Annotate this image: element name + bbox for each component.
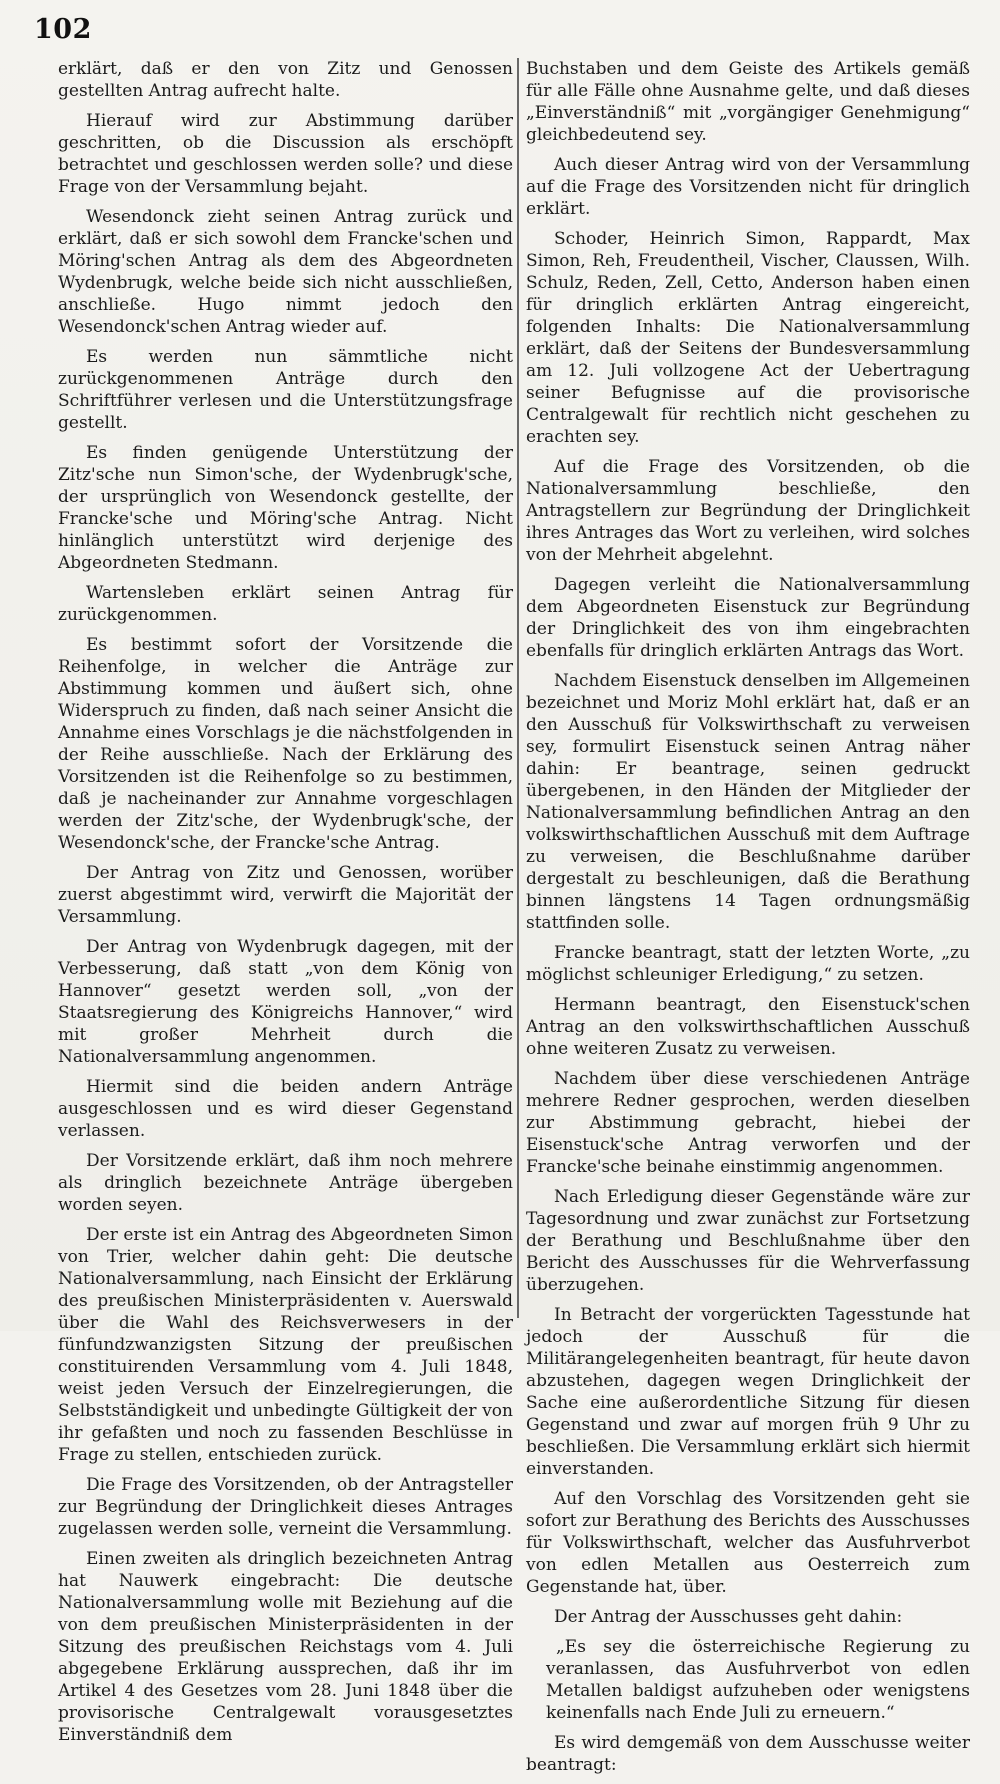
paragraph: Buchstaben und dem Geiste des Artikels gemäß für alle Fälle ohne Ausnahme gelte, und daß dieses „Einverständniß“ mit „vorgängiger Genehmigung“ gleichbedeutend sey. (526, 59, 970, 145)
paragraph: Francke beantragt, statt der letzten Worte, „zu möglichst schleuniger Erledigung,“ zu setzen. (526, 943, 970, 985)
paragraph: Der erste ist ein Antrag des Abgeordneten Simon von Trier, welcher dahin geht: Die deutsche Nationalversammlung, nach Einsicht der Erklärung des preußischen Ministerpräsidenten v. Auerswald über die Wahl des Reichsverwesers in der fünfundzwanzigsten Sitzung der preußischen constituirenden Versammlung vom 4. Juli 1848, weist jeden Versuch der Einzelregierungen, die Selbstständigkeit und unbedingte Gültigkeit der von ihr gefaßten und noch zu fassenden Beschlüsse in Frage zu stellen, entschieden zurück. (58, 1225, 513, 1465)
paragraph: Dagegen verleiht die Nationalversammlung dem Abgeordneten Eisenstuck zur Begründung der Dringlichkeit des von ihm eingebrachten ebenfalls für dringlich erklärten Antrags das Wort. (526, 575, 970, 661)
paragraph: Die Frage des Vorsitzenden, ob der Antragsteller zur Begründung der Dringlichkeit dieses Antrages zugelassen werden solle, verneint die Versammlung. (58, 1475, 513, 1539)
paragraph: Wartensleben erklärt seinen Antrag für zurückgenommen. (58, 583, 513, 625)
paragraph: Hierauf wird zur Abstimmung darüber geschritten, ob die Discussion als erschöpft betrachtet und geschlossen werden solle? und diese Frage von der Versammlung bejaht. (58, 111, 513, 197)
paragraph: Schoder, Heinrich Simon, Rappardt, Max Simon, Reh, Freudentheil, Vischer, Claussen, Wilh. Schulz, Reden, Zell, Cetto, Anderson haben einen für dringlich erklärten Antrag eingereicht, folgenden Inhalts: Die Nationalversammlung erklärt, daß der Seitens der Bundesversammlung am 12. Juli vollzogene Act der Uebertragung seiner Befugnisse auf die provisorische Centralgewalt für rechtlich nicht geschehen zu erachten sey. (526, 229, 970, 447)
paragraph: Auch dieser Antrag wird von der Versammlung auf die Frage des Vorsitzenden nicht für dringlich erklärt. (526, 155, 970, 219)
paragraph: Hiermit sind die beiden andern Anträge ausgeschlossen und es wird dieser Gegenstand verlassen. (58, 1077, 513, 1141)
left-column (58, 58, 513, 1754)
page-number: 102 (34, 14, 92, 45)
paragraph: Hermann beantragt, den Eisenstuck'schen Antrag an den volkswirthschaftlichen Ausschuß ohne weiteren Zusatz zu verweisen. (526, 995, 970, 1059)
paragraph: Einen zweiten als dringlich bezeichneten Antrag hat Nauwerk eingebracht: Die deutsche Nationalversammlung wolle mit Beziehung auf die von dem preußischen Ministerpräsidenten in der Sitzung des preußischen Reichstags vom 4. Juli abgegebene Erklärung aussprechen, daß ihr im Artikel 4 des Gesetzes vom 28. Juni 1848 über die provisorische Centralgewalt vorausgesetztes Einverständniß dem (58, 1549, 513, 1745)
paragraph: Auf die Frage des Vorsitzenden, ob die Nationalversammlung beschließe, den Antragstellern zur Begründung der Dringlichkeit ihres Antrages das Wort zu verleihen, wird solches von der Mehrheit abgelehnt. (526, 457, 970, 565)
paragraph: Es bestimmt sofort der Vorsitzende die Reihenfolge, in welcher die Anträge zur Abstimmung kommen und äußert sich, ohne Widerspruch zu finden, daß nach seiner Ansicht die Annahme eines Vorschlags je die nächstfolgenden in der Reihe ausschließe. Nach der Erklärung des Vorsitzenden ist die Reihenfolge so zu bestimmen, daß je nacheinander zur Annahme vorgeschlagen werden der Zitz'sche, der Wydenbrugk'sche, der Wesendonck'sche, der Francke'sche Antrag. (58, 635, 513, 853)
block-quote: „Es sey die österreichische Regierung zu veranlassen, das Ausfuhrverbot von edlen Metallen baldigst aufzuheben oder wenigstens keinenfalls nach Ende Juli zu erneuern.“ (546, 1637, 970, 1723)
paragraph: Der Antrag von Zitz und Genossen, worüber zuerst abgestimmt wird, verwirft die Majorität der Versammlung. (58, 863, 513, 927)
paragraph: In Betracht der vorgerückten Tagesstunde hat jedoch der Ausschuß für die Militärangelegenheiten beantragt, für heute davon abzustehen, dagegen wegen Dringlichkeit der Sache eine außerordentliche Sitzung für diesen Gegenstand und zwar auf morgen früh 9 Uhr zu beschließen. Die Versammlung erklärt sich hiermit einverstanden. (526, 1305, 970, 1479)
paragraph: Nachdem Eisenstuck denselben im Allgemeinen bezeichnet und Moriz Mohl erklärt hat, daß er an den Ausschuß für Volkswirthschaft zu verweisen sey, formulirt Eisenstuck seinen Antrag näher dahin: Er beantrage, seinen gedruckt übergebenen, in den Händen der Mitglieder der Nationalversammlung befindlichen Antrag an den volkswirthschaftlichen Ausschuß mit dem Auftrage zu verweisen, die Beschlußnahme darüber dergestalt zu beschleunigen, daß die Berathung binnen längstens 14 Tagen ordnungsmäßig stattfinden solle. (526, 671, 970, 933)
paragraph: Der Antrag der Ausschusses geht dahin: (554, 1607, 903, 1627)
closing-paragraph: Es wird demgemäß von dem Ausschusse weiter beantragt: (526, 1733, 970, 1775)
paragraph: Der Vorsitzende erklärt, daß ihm noch mehrere als dringlich bezeichnete Anträge übergeben worden seyen. (58, 1151, 513, 1215)
paragraph: Der Antrag von Wydenbrugk dagegen, mit der Verbesserung, daß statt „von dem König von Hannover“ gesetzt werden soll, „von der Staatsregierung des Königreichs Hannover,“ wird mit großer Mehrheit durch die Nationalversammlung angenommen. (58, 937, 513, 1067)
paragraph: Nach Erledigung dieser Gegenstände wäre zur Tagesordnung und zwar zunächst zur Fortsetzung der Berathung und Beschlußnahme über den Bericht des Ausschusses für die Wehrverfassung überzugehen. (526, 1187, 970, 1295)
paragraph: Nachdem über diese verschiedenen Anträge mehrere Redner gesprochen, werden dieselben zur Abstimmung gebracht, hiebei der Eisenstuck'sche Antrag verworfen und der Francke'sche beinahe einstimmig angenommen. (526, 1069, 970, 1177)
paragraph: Es finden genügende Unterstützung der Zitz'sche nun Simon'sche, der Wydenbrugk'sche, der ursprünglich von Wesendonck gestellte, der Francke'sche und Möring'sche Antrag. Nicht hinlänglich unterstützt wird derjenige des Abgeordneten Stedmann. (58, 443, 513, 573)
paragraph: Auf den Vorschlag des Vorsitzenden geht sie sofort zur Berathung des Berichts des Ausschusses für Volkswirthschaft, welcher das Ausfuhrverbot von edlen Metallen aus Oesterreich zum Gegenstande hat, über. (526, 1489, 970, 1597)
right-column (526, 58, 970, 1784)
paragraph: Wesendonck zieht seinen Antrag zurück und erklärt, daß er sich sowohl dem Francke'schen und Möring'schen Antrag als dem des Abgeordneten Wydenbrugk, welche beide sich nicht ausschließen, anschließe. Hugo nimmt jedoch den Wesendonck'schen Antrag wieder auf. (58, 207, 513, 337)
paragraph: erklärt, daß er den von Zitz und Genossen gestellten Antrag aufrecht halte. (58, 59, 513, 101)
column-divider (517, 58, 519, 1318)
paragraph: Es werden nun sämmtliche nicht zurückgenommenen Anträge durch den Schriftführer verlesen und die Unterstützungsfrage gestellt. (58, 347, 513, 433)
